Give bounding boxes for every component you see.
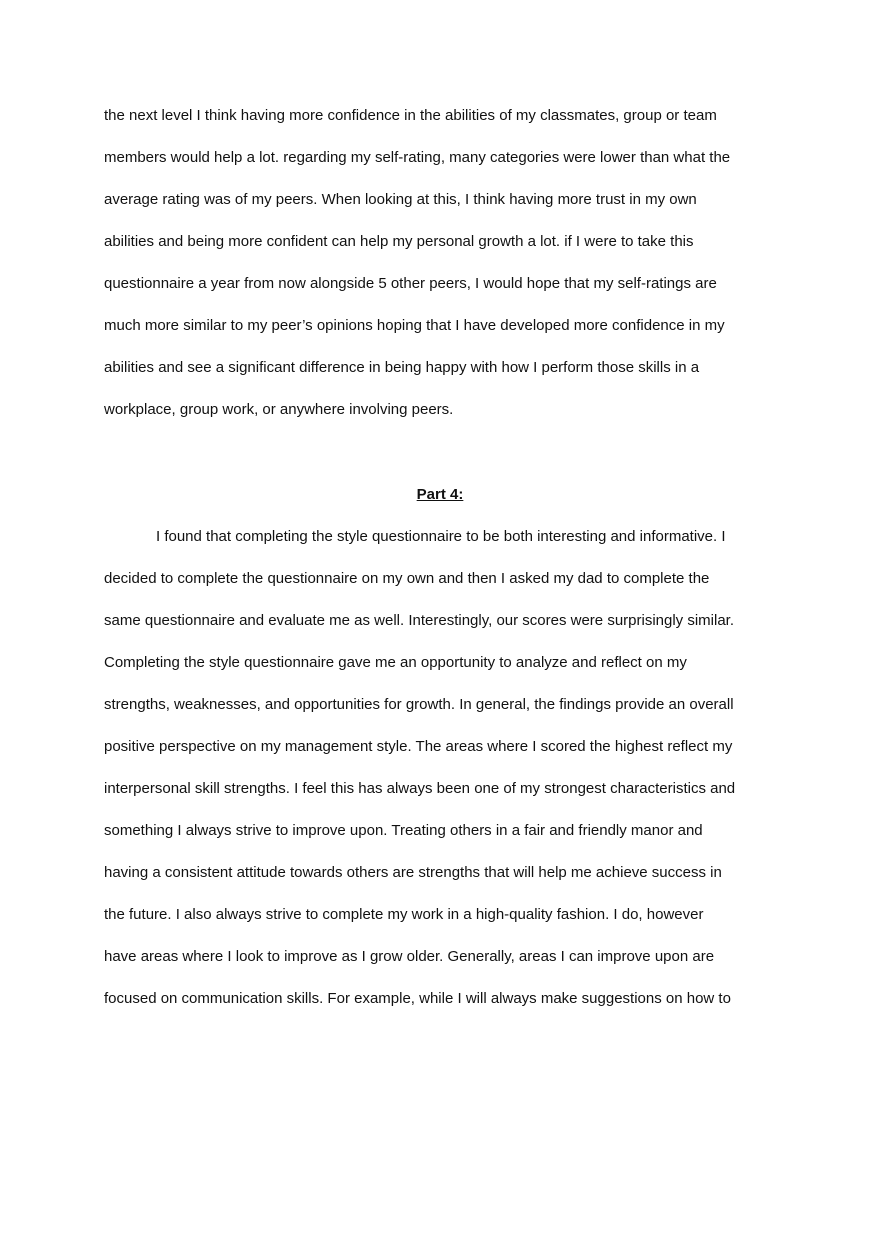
paragraph-2-line: have areas where I look to improve as I grow older. Generally, areas I can improve upon are bbox=[104, 948, 715, 965]
paragraph-1-line: abilities and being more confident can help my personal growth a lot. if I were to take this bbox=[104, 233, 694, 250]
paragraph-2-line: focused on communication skills. For example, while I will always make suggestions on how to bbox=[104, 990, 731, 1007]
paragraph-2-line: something I always strive to improve upon. Treating others in a fair and friendly manor and bbox=[104, 822, 703, 839]
paragraph-1-line: the next level I think having more confidence in the abilities of my classmates, group or team bbox=[104, 107, 717, 124]
paragraph-2-line: same questionnaire and evaluate me as well. Interestingly, our scores were surprisingly similar. bbox=[104, 612, 735, 629]
section-heading: Part 4: bbox=[416, 486, 464, 503]
paragraph-2-line: decided to complete the questionnaire on my own and then I asked my dad to complete the bbox=[104, 570, 710, 587]
paragraph-2-line: strengths, weaknesses, and opportunities for growth. In general, the findings provide an overall bbox=[104, 696, 734, 713]
paragraph-1-line: members would help a lot. regarding my self-rating, many categories were lower than what the bbox=[104, 149, 731, 166]
paragraph-2-line: positive perspective on my management style. The areas where I scored the highest reflect my bbox=[104, 738, 733, 755]
paragraph-2-line: the future. I also always strive to complete my work in a high-quality fashion. I do, however bbox=[104, 906, 704, 923]
paragraph-1-line: abilities and see a significant difference in being happy with how I perform those skills in a bbox=[104, 359, 700, 376]
paragraph-2-line: Completing the style questionnaire gave me an opportunity to analyze and reflect on my bbox=[104, 654, 687, 671]
paragraph-1-line: workplace, group work, or anywhere involving peers. bbox=[104, 401, 454, 418]
paragraph-2-line: having a consistent attitude towards others are strengths that will help me achieve success in bbox=[104, 864, 722, 881]
paragraph-1-line: average rating was of my peers. When looking at this, I think having more trust in my own bbox=[104, 191, 697, 208]
paragraph-1-line: much more similar to my peer’s opinions hoping that I have developed more confidence in my bbox=[104, 317, 725, 334]
paragraph-2-line: interpersonal skill strengths. I feel this has always been one of my strongest characteristics and bbox=[104, 780, 736, 797]
paragraph-2-line: I found that completing the style questionnaire to be both interesting and informative. I bbox=[156, 528, 726, 545]
paragraph-1-line: questionnaire a year from now alongside 5 other peers, I would hope that my self-ratings are bbox=[104, 275, 717, 292]
